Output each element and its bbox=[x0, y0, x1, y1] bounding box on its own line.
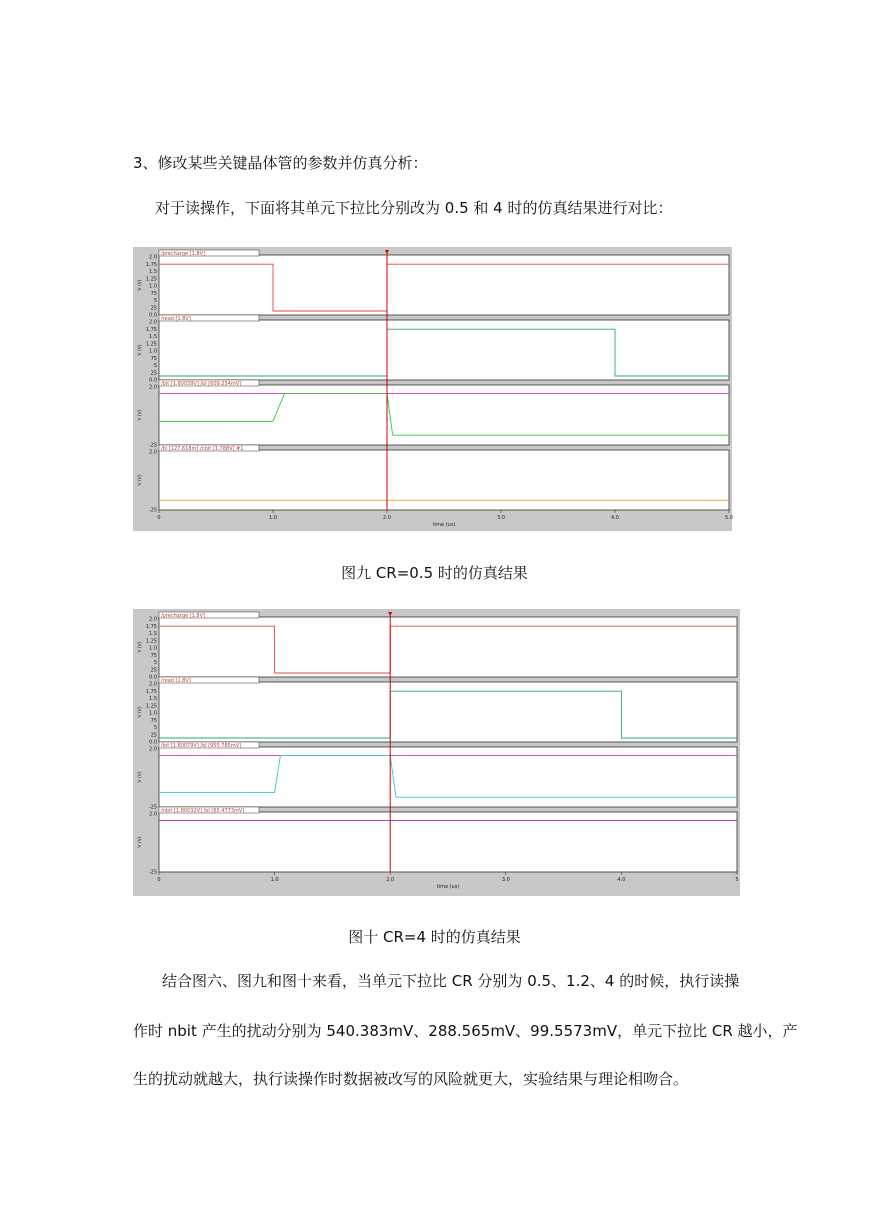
waveform-panel-2 bbox=[137, 674, 737, 746]
y-tick-label: 2.0 bbox=[149, 319, 157, 326]
y-axis-label: V (V) bbox=[138, 409, 143, 421]
x-axis-label: time (us) bbox=[436, 884, 460, 890]
x-axis-label: time (us) bbox=[432, 522, 456, 528]
y-axis-label: V (V) bbox=[138, 474, 143, 486]
y-tick-label: -25 bbox=[148, 804, 157, 811]
x-tick-label: 4.0 bbox=[611, 515, 619, 521]
y-tick-label: 1.5 bbox=[149, 696, 157, 702]
y-tick-label: 2.0 bbox=[149, 681, 157, 688]
x-tick-label: 3.0 bbox=[501, 877, 510, 883]
y-tick-label: 1.5 bbox=[149, 631, 157, 637]
y-tick-label: 1.5 bbox=[149, 334, 157, 340]
y-tick-label: 1.75 bbox=[145, 261, 157, 268]
cursor-marker bbox=[385, 250, 389, 254]
x-tick-label: 5 bbox=[735, 877, 739, 883]
y-tick-label: 1.75 bbox=[145, 623, 157, 630]
y-tick-label: 0.0 bbox=[149, 312, 157, 319]
panel-frame bbox=[159, 450, 729, 510]
legend-label: /precharge [1.8V] bbox=[161, 613, 205, 619]
waveform-panel-1 bbox=[137, 250, 729, 319]
cursor-marker bbox=[388, 612, 392, 616]
x-tick-label: 1.0 bbox=[269, 515, 277, 521]
y-tick-label: 1.25 bbox=[145, 276, 157, 283]
y-tick-label: 2.0 bbox=[149, 746, 157, 753]
conclusion-line-3: 生的扰动就越大，执行读操作时数据被改写的风险就更大，实验结果与理论相吻合。 bbox=[133, 1070, 689, 1088]
y-tick-label: 75 bbox=[150, 290, 157, 297]
figure-10-waveforms bbox=[133, 609, 740, 896]
waveform-panel-4 bbox=[137, 804, 737, 876]
figure-9-caption: 图九 CR=0.5 时的仿真结果 bbox=[341, 564, 528, 582]
legend-label: /read [1.8V] bbox=[161, 678, 191, 684]
y-tick-label: 5 bbox=[153, 363, 157, 369]
conclusion-line-1: 结合图六、图九和图十来看，当单元下拉比 CR 分别为 0.5、1.2、4 的时候，执行读操 bbox=[162, 972, 740, 990]
legend-label: /bit [1.80079V] /bl [955.785mV] bbox=[161, 743, 242, 749]
y-tick-label: 1.25 bbox=[145, 703, 157, 710]
y-tick-label: -25 bbox=[148, 442, 157, 449]
x-tick-label: 5.0 bbox=[725, 515, 733, 521]
y-axis-label: V (V) bbox=[138, 279, 143, 291]
y-tick-label: 5 bbox=[153, 660, 157, 666]
y-tick-label: 2.0 bbox=[149, 616, 157, 623]
y-tick-label: 25 bbox=[150, 667, 157, 674]
legend-label: /precharge [1.8V] bbox=[161, 251, 205, 257]
y-tick-label: 1.0 bbox=[149, 348, 157, 355]
waveform-panel-4 bbox=[137, 442, 729, 514]
y-axis-label: V (V) bbox=[138, 706, 143, 718]
y-tick-label: 2.0 bbox=[149, 384, 157, 391]
y-tick-label: 2.0 bbox=[149, 811, 157, 818]
intro-paragraph: 对于读操作，下面将其单元下拉比分别改为 0.5 和 4 时的仿真结果进行对比： bbox=[155, 199, 673, 217]
x-tick-label: 2.0 bbox=[386, 877, 395, 883]
y-tick-label: 0.0 bbox=[149, 377, 157, 384]
legend-label: /bit [1.80039V] /bl [609.254mV] bbox=[161, 381, 242, 387]
x-tick-label: 2.0 bbox=[383, 515, 391, 521]
figure-9-simulation bbox=[133, 247, 732, 531]
legend-label: /nbit [1.80032V] /bl [65.4773mV] bbox=[161, 808, 245, 814]
y-axis-label: V (V) bbox=[138, 641, 143, 653]
conclusion-line-2: 作时 nbit 产生的扰动分别为 540.383mV、288.565mV、99.5573mV，单元下拉比 CR 越小，产 bbox=[133, 1022, 798, 1040]
y-tick-label: 1.75 bbox=[145, 688, 157, 695]
y-axis-label: V (V) bbox=[138, 836, 143, 848]
y-tick-label: 75 bbox=[150, 355, 157, 362]
y-axis-label: V (V) bbox=[138, 771, 143, 783]
waveform-panel-3 bbox=[137, 739, 737, 811]
y-tick-label: 5 bbox=[153, 725, 157, 731]
section-heading: 3、修改某些关键晶体管的参数并仿真分析： bbox=[133, 154, 428, 172]
y-tick-label: -25 bbox=[148, 869, 157, 876]
waveform-panel-3 bbox=[137, 377, 729, 449]
y-tick-label: 1.75 bbox=[145, 326, 157, 333]
waveform-panel-2 bbox=[137, 312, 729, 384]
figure-10-simulation bbox=[133, 609, 740, 896]
x-tick-label: 3.0 bbox=[497, 515, 505, 521]
y-tick-label: 2.0 bbox=[149, 449, 157, 456]
y-tick-label: 0.0 bbox=[149, 674, 157, 681]
y-tick-label: 1.25 bbox=[145, 638, 157, 645]
y-tick-label: 25 bbox=[150, 305, 157, 312]
x-tick-label: 0 bbox=[157, 877, 161, 883]
y-tick-label: 25 bbox=[150, 370, 157, 377]
figure-10-caption: 图十 CR=4 时的仿真结果 bbox=[348, 928, 521, 946]
legend-label: /read [1.8V] bbox=[161, 316, 191, 322]
x-tick-label: 1.0 bbox=[270, 877, 279, 883]
waveform-panel-1 bbox=[137, 612, 737, 681]
y-tick-label: 75 bbox=[150, 652, 157, 659]
y-tick-label: 25 bbox=[150, 732, 157, 739]
y-tick-label: 1.5 bbox=[149, 269, 157, 275]
y-tick-label: 1.0 bbox=[149, 710, 157, 717]
y-tick-label: 5 bbox=[153, 298, 157, 304]
figure-9-waveforms bbox=[133, 247, 732, 531]
y-tick-label: 1.0 bbox=[149, 645, 157, 652]
y-tick-label: 2.0 bbox=[149, 254, 157, 261]
y-axis-label: V (V) bbox=[138, 344, 143, 356]
y-tick-label: 0.0 bbox=[149, 739, 157, 746]
y-tick-label: 75 bbox=[150, 717, 157, 724]
x-tick-label: 4.0 bbox=[617, 877, 626, 883]
y-tick-label: 1.0 bbox=[149, 283, 157, 290]
y-tick-label: 1.25 bbox=[145, 341, 157, 348]
y-tick-label: -25 bbox=[148, 507, 157, 514]
x-tick-label: 0 bbox=[157, 515, 161, 521]
legend-label: /bl [127.618m] /nbit [1.788V] #1 bbox=[161, 446, 244, 452]
